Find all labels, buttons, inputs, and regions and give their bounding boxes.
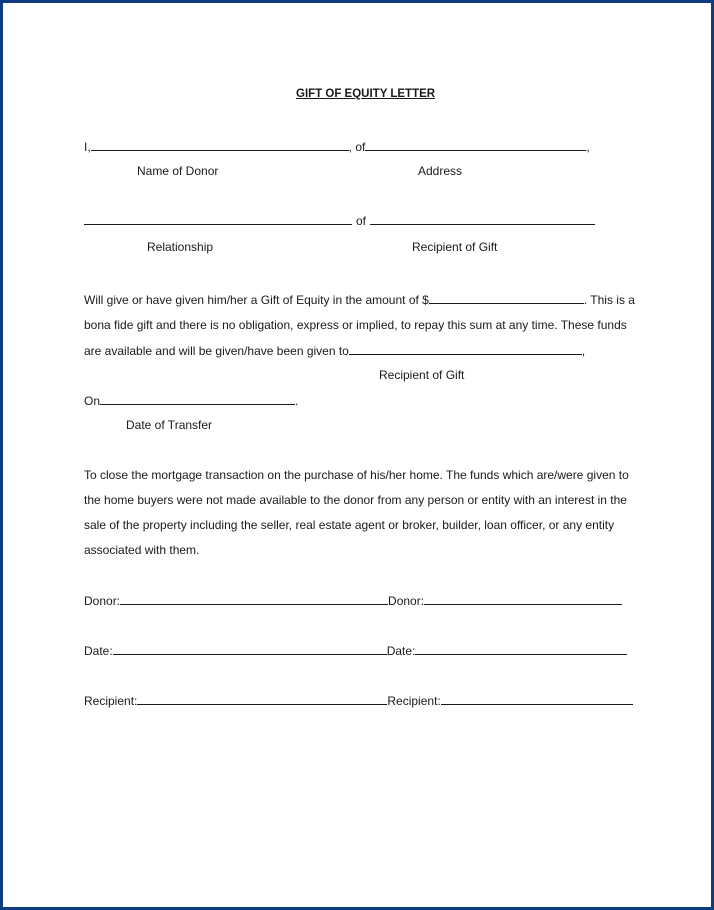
para1-line3 [84, 342, 585, 359]
name-of-donor-label: Name of Donor [137, 164, 219, 178]
recipient-right-label: Recipient: [387, 694, 441, 708]
date-of-transfer-row [84, 392, 298, 409]
row2-mid: of [356, 214, 367, 228]
address-label: Address [418, 164, 463, 178]
recipient-of-gift-label: Recipient of Gift [412, 240, 498, 254]
relationship-recipient-row [84, 212, 595, 229]
para2-line2: the home buyers were not made available to the donor from any person or entity with an interest in the [84, 493, 627, 507]
donor-right-label: Donor: [388, 594, 425, 608]
para2-line1: To close the mortgage transaction on the purchase of his/her home. The funds which are/were given to [84, 468, 629, 482]
recipient-right-field[interactable] [441, 692, 633, 705]
para1-line3-end: , [581, 344, 586, 358]
para1-line1-start: Will give or have given him/her a Gift of Equity in the amount of $ [84, 293, 429, 307]
donor-left-label: Donor: [84, 594, 121, 608]
para2-line4: associated with them. [84, 543, 200, 557]
para1-line1 [84, 291, 635, 308]
recipient-left-field[interactable] [137, 692, 387, 705]
date-right-field[interactable] [415, 642, 627, 655]
relationship-label: Relationship [147, 240, 214, 254]
para1-line2: bona fide gift and there is no obligation, express or implied, to repay this sum at any time. These funds [84, 318, 627, 332]
donor-right-field[interactable] [424, 592, 622, 605]
date-right-label: Date: [386, 644, 416, 658]
name-of-donor-field[interactable] [91, 138, 349, 151]
row1-suffix: , [586, 140, 590, 154]
para1-line1-end: . This is a [583, 293, 635, 307]
on-suffix: . [295, 394, 299, 408]
donor-left-field[interactable] [120, 592, 388, 605]
para1-line3-start: are available and will be given/have been given to [84, 344, 349, 358]
date-left-field[interactable] [113, 642, 387, 655]
recipient-of-gift-field[interactable] [370, 212, 595, 225]
recipient-left-label: Recipient: [84, 694, 138, 708]
row1-mid: , of [348, 140, 366, 154]
given-to-label: Recipient of Gift [379, 368, 465, 382]
date-of-transfer-label: Date of Transfer [126, 418, 213, 432]
address-field[interactable] [365, 138, 586, 151]
date-signature-row [84, 642, 627, 659]
relationship-field[interactable] [84, 212, 352, 225]
recipient-signature-row [84, 692, 633, 709]
date-left-label: Date: [84, 644, 113, 658]
donor-signature-row [84, 592, 622, 609]
on-prefix: On [84, 394, 101, 408]
para2-line3: sale of the property including the seller, real estate agent or broker, builder, loan officer, or any entity [84, 518, 615, 532]
row1-prefix: I, [84, 140, 91, 154]
gift-amount-field[interactable] [429, 291, 584, 304]
document-title: GIFT OF EQUITY LETTER [296, 88, 436, 100]
given-to-field[interactable] [349, 342, 582, 355]
date-of-transfer-field[interactable] [100, 392, 295, 405]
donor-address-row [84, 138, 590, 155]
